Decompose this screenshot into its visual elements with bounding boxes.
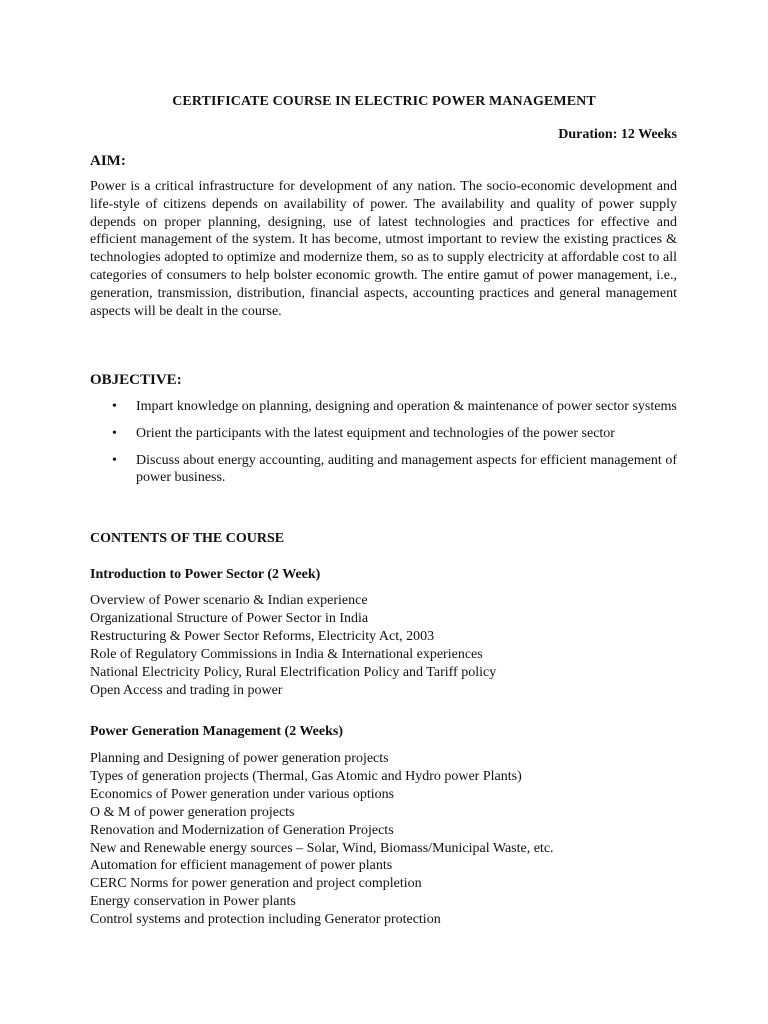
objective-item [90,425,677,443]
list-item: Organizational Structure of Power Sector in India [90,610,369,626]
objective-heading: OBJECTIVE: [90,372,182,388]
list-item: Restructuring & Power Sector Reforms, Electricity Act, 2003 [90,628,435,644]
course-duration: Duration: 12 Weeks [558,127,677,142]
list-item: Energy conservation in Power plants [90,894,296,910]
list-item: Open Access and trading in power [90,682,283,698]
section-heading-introduction: Introduction to Power Sector (2 Week) [90,567,321,582]
section-heading-generation: Power Generation Management (2 Weeks) [90,724,343,739]
list-item: Automation for efficient management of power plants [90,858,393,874]
list-item: CERC Norms for power generation and project completion [90,876,422,892]
aim-heading: AIM: [90,153,126,169]
list-item: Overview of Power scenario & Indian experience [90,593,368,608]
list-item: Planning and Designing of power generation projects [90,751,389,766]
list-item: National Electricity Policy, Rural Electrification Policy and Tariff policy [90,664,497,680]
objective-item-text: Discuss about energy accounting, auditing and management aspects for efficient management of power business. [136,452,677,486]
list-item: O & M of power generation projects [90,804,295,820]
list-item: Economics of Power generation under various options [90,786,395,802]
objective-item [90,398,677,416]
objective-item-text: Orient the participants with the latest equipment and technologies of the power sector [136,425,615,441]
document-title: CERTIFICATE COURSE IN ELECTRIC POWER MANAGEMENT [172,94,596,109]
list-item: Types of generation projects (Thermal, Gas Atomic and Hydro power Plants) [90,768,522,784]
aim-paragraph: Power is a critical infrastructure for development of any nation. The socio-economic development and life-style of citizens depends on availability of power. The availability and quality of power supply depends on proper planning, designing, use of latest technologies and practices for effective and efficient management of the system. It has become, utmost important to review the existing practices & technologies adopted to optimize and modernize them, so as to supply electricity at affordable cost to all categories of consumers to help bolster economic growth. The entire gamut of power management, i.e., generation, transmission, distribution, financial aspects, accounting practices and general management aspects will be dealt in the course. [90,179,677,319]
objective-item-text: Impart knowledge on planning, designing and operation & maintenance of power sector systems [136,399,677,414]
list-item: Renovation and Modernization of Generation Projects [90,822,394,838]
bullet-icon: • [112,452,117,468]
objective-item [90,452,677,488]
list-item: Role of Regulatory Commissions in India & International experiences [90,646,483,662]
section-list-introduction [90,592,496,699]
list-item: New and Renewable energy sources – Solar, Wind, Biomass/Municipal Waste, etc. [90,840,554,856]
bullet-icon: • [112,425,117,441]
objective-list [90,398,677,496]
section-list-generation [90,750,554,929]
bullet-icon: • [112,399,117,414]
contents-heading: CONTENTS OF THE COURSE [90,531,285,546]
list-item: Control systems and protection including Generator protection [90,912,441,928]
